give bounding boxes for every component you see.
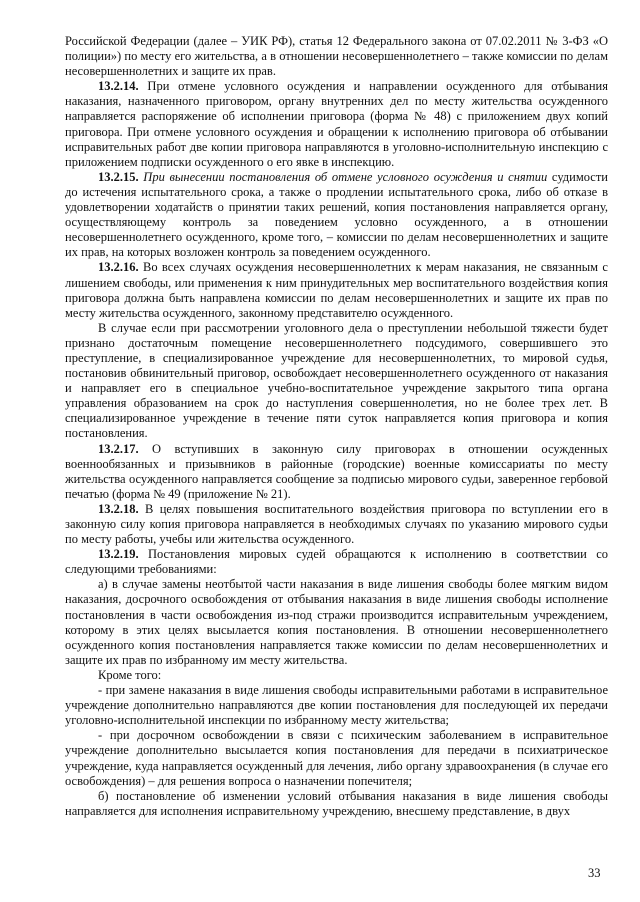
- section-13-2-16: [65, 260, 608, 320]
- paragraph-minor-offense: [65, 321, 608, 442]
- section-text: При отмене условного осуждения и направлении осужденного для отбывания наказания, назначенного приговором, органу внутренних дел по месту жительства осужденного направляется распоряжение об исполнении приговора (форма № 48) с приложением двух копий приговора. При отмене условного осуждения и обращении к исполнению приговора об отбывании исправительных работ две копии приговора направляются в уголовно-исполнительную инспекцию с приложением подписки осужденного о его явке в инспекцию.: [65, 79, 608, 169]
- section-13-2-17: [65, 442, 608, 502]
- section-number: 13.2.14.: [98, 79, 139, 94]
- section-text: судимости до истечения испытательного срока, а также о продлении испытательного срока, либо об отказе в удовлетворении ходатайств о принятии таких решений, копия постановления направляется органу, осуществляющему контроль за поведением условно осужденного, а в отношении несовершеннолетнего осужденного, кроме того, – комиссии по делам несовершеннолетних и защите их прав, на которых возложен контроль за поведением осужденного.: [65, 169, 608, 260]
- paragraph-text: а) в случае замены неотбытой части наказания в виде лишения свободы более мягким видом наказания, досрочного освобождения от отбывания наказания в виде лишения свободы исполнение постановления в части освобождения из-под стражи производится исправительным учреждением, которому в этих целях высылается копия постановления. В отношении несовершеннолетнего осужденного копия постановления направляется также комиссии по делам несовершеннолетних и защите их прав по избранному им месту жительства.: [65, 577, 608, 667]
- paragraph-besides: [65, 668, 608, 683]
- section-text: Постановления мировых судей обращаются к исполнению в соответствии со следующими требованиями:: [65, 547, 608, 577]
- paragraph-text: Кроме того:: [98, 667, 162, 682]
- section-13-2-15: [65, 170, 608, 261]
- section-text: В целях повышения воспитательного воздействия приговора по вступлении его в законную силу копия приговора направляется в необходимых случаях по указанию мирового судьи по месту работы, учебы или жительства осужденного.: [65, 501, 608, 547]
- document-body: [65, 34, 608, 819]
- paragraph-text: В случае если при рассмотрении уголовного дела о преступлении небольшой тяжести будет признано достаточным помещение несовершеннолетнего подсудимого, совершившего это преступление, в специализированное учреждение для несовершеннолетних, то мировой судья, постановив обвинительный приговор, освобождает несовершеннолетнего осужденного от наказания и направляет его в специальное учебно-воспитательное учреждение закрытого типа органа управления образованием на срок до наступления совершеннолетия, но не более трех лет. В специализированное учреждение в течение пяти суток направляется копия приговора и копия постановления.: [65, 320, 608, 441]
- section-number: 13.2.15.: [98, 169, 139, 184]
- paragraph-text: Российской Федерации (далее – УИК РФ), статья 12 Федерального закона от 07.02.2011 № 3-ФЗ «О полиции») по месту его жительства, а в отношении несовершеннолетнего – также комиссии по делам несовершеннолетних и защите их прав.: [65, 34, 608, 79]
- section-number: 13.2.17.: [98, 441, 139, 456]
- section-number: 13.2.19.: [98, 547, 139, 562]
- list-item-correctional-work: [65, 683, 608, 728]
- section-italic-text: При вынесении постановления об отмене условного осуждения и снятии: [138, 169, 548, 184]
- section-number: 13.2.18.: [98, 501, 139, 516]
- section-text: Во всех случаях осуждения несовершеннолетних к мерам наказания, не связанным с лишением свободы, или применения к ним принудительных мер воспитательного воздействия копия приговора должна быть направлена комиссии по делам несовершеннолетних и защите их прав по месту жительства осужденного, законному представителю осужденного.: [65, 260, 608, 320]
- paragraph-text: - при досрочном освобождении в связи с психическим заболеванием в исправительное учреждение дополнительно высылается копия постановления для передачи в психиатрическое учреждение, куда направляется осужденный для лечения, либо органу здравоохранения (в случае его освобождения) – для решения вопроса о назначении попечителя;: [65, 728, 608, 788]
- paragraph-intro: [65, 34, 608, 79]
- section-13-2-18: [65, 502, 608, 547]
- section-13-2-19: [65, 547, 608, 577]
- paragraph-text: - при замене наказания в виде лишения свободы исправительными работами в исправительное учреждение дополнительно направляются две копии постановления для последующей их передачи уголовно-исполнительной инспекции по избранному месту жительства;: [65, 683, 608, 728]
- page-number: 33: [588, 866, 601, 880]
- section-number: 13.2.16.: [98, 260, 139, 275]
- paragraph-text: б) постановление об изменении условий отбывания наказания в виде лишения свободы направляется для исполнения исправительному учреждению, внесшему представление, в двух: [65, 788, 608, 818]
- item-a: [65, 577, 608, 668]
- item-b: [65, 789, 608, 819]
- list-item-mental-illness: [65, 728, 608, 788]
- section-text: О вступивших в законную силу приговорах в отношении осужденных военнообязанных и призывников в районные (городские) военные комиссариаты по месту жительства осужденного направляется сообщение за подписью мирового судьи, заверенное гербовой печатью (форма № 49 (приложение № 21).: [65, 441, 608, 501]
- section-13-2-14: [65, 79, 608, 170]
